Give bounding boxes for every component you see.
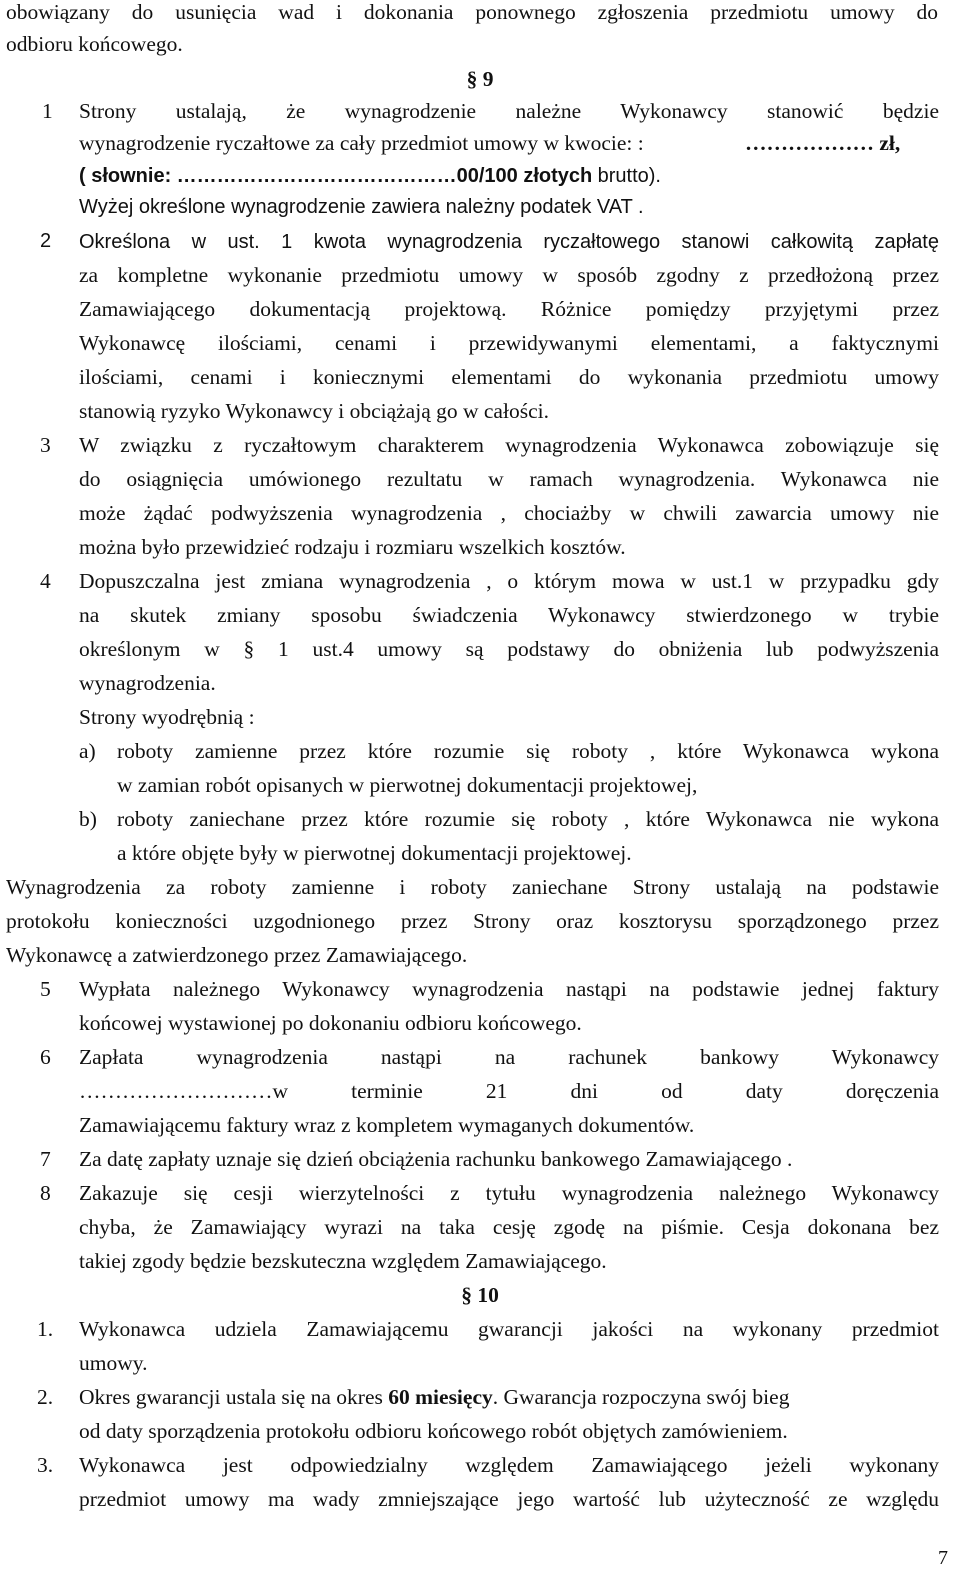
free-para-line-1: Wynagrodzenia za roboty zamienne i roboty zaniechane Strony ustalają na podstawie [6,875,939,899]
s9-p5-line-2: końcowej wystawionej po dokonaniu odbioru końcowego. [79,1011,582,1035]
s9-p8-line-3: takiej zgody będzie bezskuteczna względem Zamawiającego. [79,1249,607,1273]
s9-p4-line-5: Strony wyodrębnią : [79,705,255,729]
s9-p8-number: 8 [40,1181,51,1205]
s9-p2-line-6: stanowią ryzyko Wykonawcy i obciążają go w całości. [79,399,549,423]
item-b-label: b) [79,807,97,831]
item-b-line-1: roboty zaniechane przez które rozumie się roboty , które Wykonawca nie wykona [117,807,939,831]
s9-p7-number: 7 [40,1147,51,1171]
s9-p3-line-1: W związku z ryczałtowym charakterem wynagrodzenia Wykonawca zobowiązuje się [79,433,939,457]
s10-p3-line-1: Wykonawca jest odpowiedzialny względem Zamawiającego jeżeli wykonany [79,1453,939,1477]
section-9-heading: § 9 [466,67,494,91]
s9-p1-line-3 [79,160,661,191]
s9-p8-line-1: Zakazuje się cesji wierzytelności z tytułu wynagrodzenia należnego Wykonawcy [79,1181,939,1205]
vat-note: Wyżej określone wynagrodzenie zawiera należny podatek VAT . [79,196,644,218]
s9-p1-line-2 [79,128,901,158]
s9-p7-line-1: Za datę zapłaty uznaje się dzień obciążenia rachunku bankowego Zamawiającego . [79,1147,793,1171]
item-a-line-1: roboty zamienne przez które rozumie się roboty , które Wykonawca wykona [117,739,939,763]
s9-p2-line-1-text: Określona w ust. 1 kwota wynagrodzenia ryczałtowego stanowi całkowitą zapłatę [79,231,939,253]
item-a-line-2: w zamian robót opisanych w pierwotnej dokumentacji projektowej, [117,773,698,797]
s10-p2-number: 2. [37,1385,54,1409]
s9-p4-line-1: Dopuszczalna jest zmiana wynagrodzenia , o którym mowa w ust.1 w przypadku gdy [79,569,939,593]
s10-p1-line-2: umowy. [79,1351,148,1375]
s10-p2-line-1 [79,1382,939,1412]
s9-p4-number: 4 [40,569,51,593]
s9-p2-line-3: Zamawiającego dokumentacją projektową. Różnice pomiędzy przyjętymi przez [79,297,939,321]
warranty-period-text: Okres gwarancji ustala się na okres [79,1385,383,1409]
words-placeholder: ……………………………………00/100 złotych [176,165,593,187]
warranty-start-text: . Gwarancja rozpoczyna swój bieg [492,1385,790,1409]
words-label: ( słownie: [79,165,172,187]
s10-p3-line-2: przedmiot umowy ma wady zmniejszające jego wartość lub użyteczność ze względu [79,1487,939,1511]
s9-p5-line-1: Wypłata należnego Wykonawcy wynagrodzenia nastąpi na podstawie jednej faktury [79,977,939,1001]
intro-line-2: odbioru końcowego. [6,32,183,56]
item-a-label: a) [79,739,96,763]
s9-p5-number: 5 [40,977,51,1001]
s9-p3-line-4: można było przewidzieć rodzaju i rozmiaru wszelkich kosztów. [79,535,626,559]
amount-sentence: wynagrodzenie ryczałtowe za cały przedmiot umowy w kwocie: : [79,131,644,155]
s10-p2-line-2: od daty sporządzenia protokołu odbioru końcowego robót objętych zamówieniem. [79,1419,788,1443]
free-para-line-3: Wykonawcę a zatwierdzonego przez Zamawiającego. [6,943,468,967]
intro-line-1: obowiązany do usunięcia wad i dokonania ponownego zgłoszenia przedmiotu umowy do [6,0,938,24]
section-10-heading: § 10 [461,1283,499,1307]
s9-p3-number: 3 [40,433,51,457]
amount-placeholder: ……………… zł, [745,131,901,155]
s9-p6-line-2: ………………………w terminie 21 dni od daty doręczenia [79,1079,939,1103]
s9-p4-line-2: na skutek zmiany sposobu świadczenia Wykonawcy stwierdzonego w trybie [79,603,939,627]
s9-p2-line-2: za kompletne wykonanie przedmiotu umowy w sposób zgodny z przedłożoną przez [79,263,939,287]
s9-p3-line-3: może żądać podwyższenia wynagrodzenia , chociażby w chwili zawarcia umowy nie [79,501,939,525]
free-para-line-2: protokołu konieczności uzgodnionego przez Strony oraz kosztorysu sporządzonego przez [6,909,939,933]
s9-p4-line-3: określonym w § 1 ust.4 umowy są podstawy do obniżenia lub podwyższenia [79,637,939,661]
s9-p8-line-2: chyba, że Zamawiający wyrazi na taka cesję zgodę na piśmie. Cesja dokonana bez [79,1215,939,1239]
item-b-line-2: a które objęte były w pierwotnej dokumentacji projektowej. [117,841,632,865]
s9-p6-line-3: Zamawiającemu faktury wraz z kompletem wymaganych dokumentów. [79,1113,695,1137]
s9-p2-line-1 [79,226,939,257]
s9-p2-number: 2 [40,230,52,252]
s10-p1-line-1: Wykonawca udziela Zamawiającemu gwarancji jakości na wykonany przedmiot [79,1317,939,1341]
s9-p2-line-4: Wykonawcę ilościami, cenami i przewidywanymi elementami, a faktycznymi [79,331,939,355]
gross-note: brutto). [597,165,661,187]
page-number: 7 [938,1547,948,1569]
s9-p6-line-1: Zapłata wynagrodzenia nastąpi na rachunek bankowy Wykonawcy [79,1045,939,1069]
warranty-period-value: 60 miesięcy [388,1385,493,1409]
s9-p4-line-4: wynagrodzenia. [79,671,216,695]
s9-p2-line-5: ilościami, cenami i koniecznymi elementami do wykonania przedmiotu umowy [79,365,939,389]
s9-p1-number: 1 [42,99,53,123]
s9-p6-number: 6 [40,1045,51,1069]
s9-p1-line-1: Strony ustalają, że wynagrodzenie należne Wykonawcy stanowić będzie [79,99,939,123]
s10-p3-number: 3. [37,1453,54,1477]
s10-p1-number: 1. [37,1317,54,1341]
s9-p3-line-2: do osiągnięcia umówionego rezultatu w ramach wynagrodzenia. Wykonawca nie [79,467,939,491]
